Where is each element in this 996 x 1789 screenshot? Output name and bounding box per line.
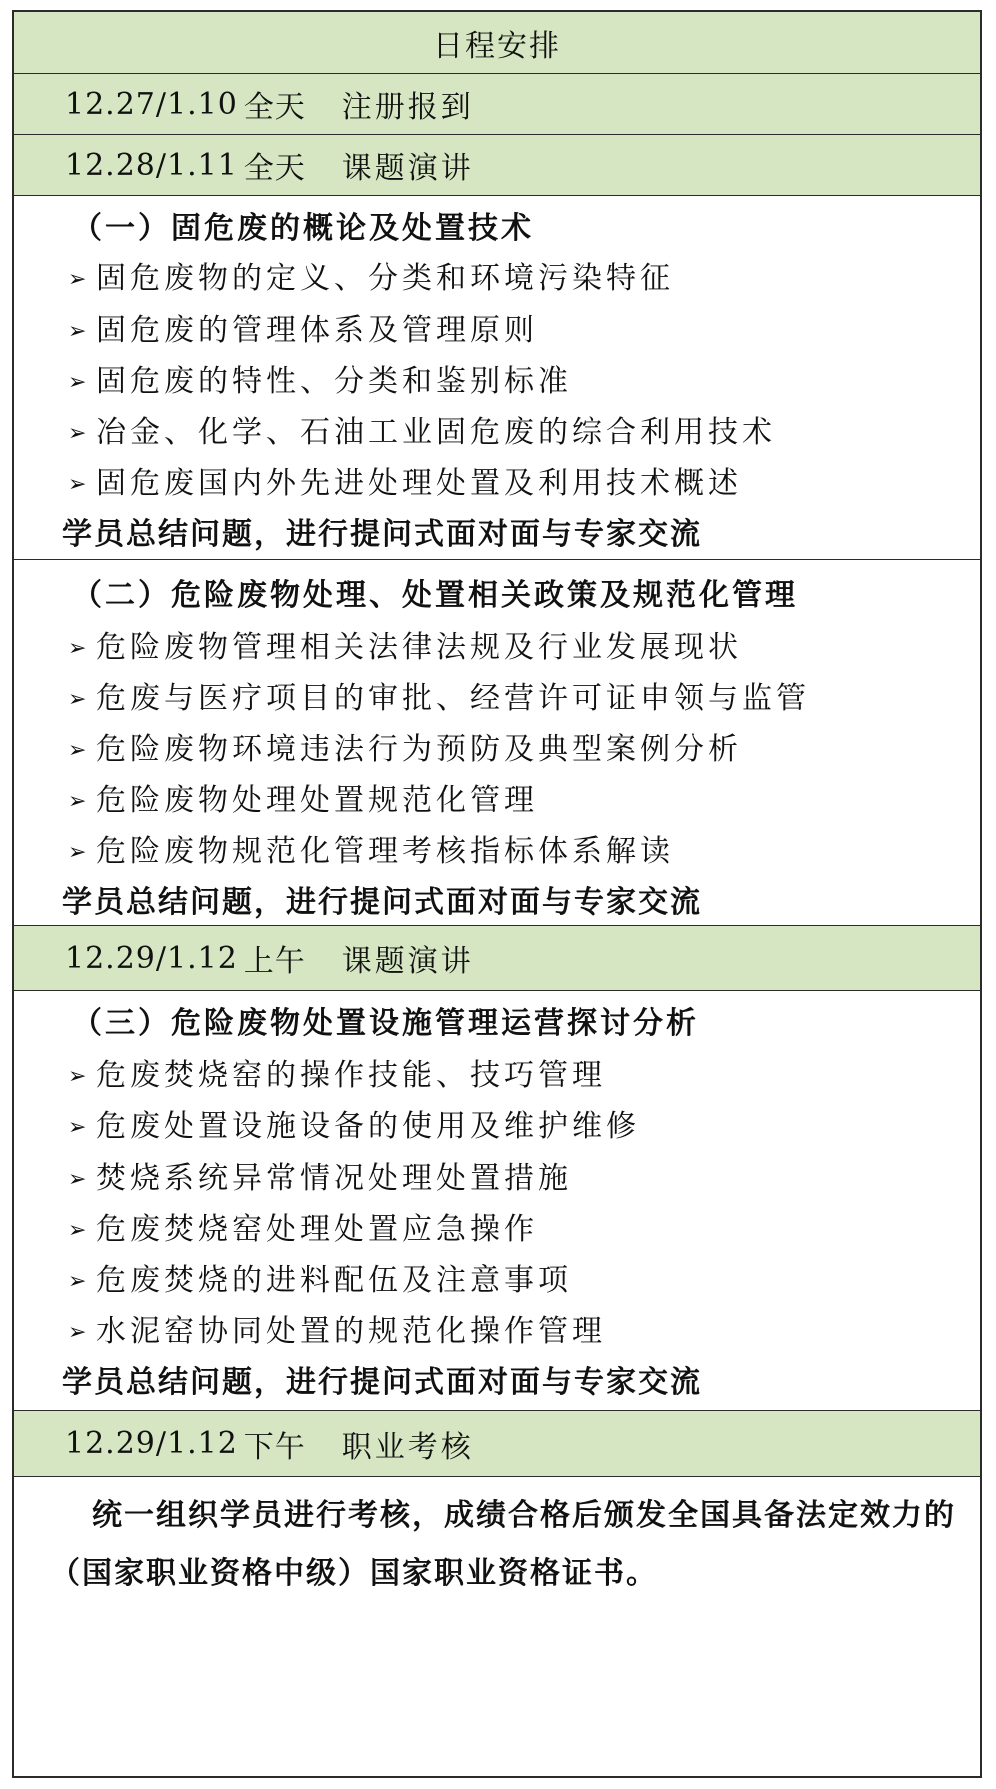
list-item-text: 固危废的管理体系及管理原则 [96, 313, 538, 348]
list-item-text: 危废焚烧的进料配伍及注意事项 [96, 1263, 572, 1298]
list-item-text: 危废与医疗项目的审批、经营许可证申领与监管 [96, 681, 810, 716]
arrow-right-icon: ➢ [68, 319, 87, 344]
list-item-text: 固危废物的定义、分类和环境污染特征 [96, 261, 674, 296]
list-item [68, 306, 538, 356]
day-topic: 课题演讲 [341, 944, 474, 979]
section-summary: 学员总结问题，进行提问式面对面与专家交流 [62, 885, 702, 920]
exam-description: 统一组织学员进行考核，成绩合格后颁发全国具备法定效力的（国家职业资格中级）国家职业资格证书。 [50, 1498, 956, 1591]
list-item [68, 776, 538, 826]
arrow-right-icon: ➢ [68, 421, 87, 446]
day-row-exam [14, 1410, 980, 1476]
arrow-right-icon: ➢ [68, 1320, 87, 1345]
section-heading: （二）危险废物处理、处置相关政策及规范化管理 [72, 578, 798, 613]
list-item-text: 冶金、化学、石油工业固危废的综合利用技术 [96, 415, 776, 450]
list-item [68, 725, 742, 775]
list-item [68, 674, 810, 724]
list-item-text: 危险废物处理处置规范化管理 [96, 783, 538, 818]
arrow-right-icon: ➢ [68, 738, 87, 763]
list-item [68, 1256, 572, 1306]
title-row [14, 12, 980, 73]
arrow-right-icon: ➢ [68, 840, 87, 865]
day-slot: 全天 [243, 90, 306, 125]
section-heading: （三）危险废物处置设施管理运营探讨分析 [72, 1006, 699, 1041]
list-item [68, 1154, 572, 1204]
schedule-table [12, 10, 982, 1778]
exam-block [14, 1476, 980, 1778]
day-date: 12.27/1.10 [65, 86, 238, 122]
arrow-right-icon: ➢ [68, 1269, 87, 1294]
list-item-text: 固危废国内外先进处理处置及利用技术概述 [96, 466, 742, 501]
list-item-text: 危险废物管理相关法律法规及行业发展现状 [96, 630, 742, 665]
list-item [68, 1205, 538, 1255]
section-summary: 学员总结问题，进行提问式面对面与专家交流 [62, 517, 702, 552]
arrow-right-icon: ➢ [68, 1064, 87, 1089]
section-heading: （一）固危废的概论及处置技术 [72, 211, 534, 246]
day-topic: 课题演讲 [341, 151, 474, 186]
arrow-right-icon: ➢ [68, 1218, 87, 1243]
schedule-title: 日程安排 [433, 28, 561, 64]
list-item [68, 357, 572, 407]
arrow-right-icon: ➢ [68, 1167, 87, 1192]
day-row-lecture-2 [14, 925, 980, 990]
day-row-lecture-1 [14, 134, 980, 195]
list-item-text: 危废焚烧窑处理处置应急操作 [96, 1212, 538, 1247]
list-item-text: 危险废物规范化管理考核指标体系解读 [96, 834, 674, 869]
day-topic: 注册报到 [341, 90, 474, 125]
arrow-right-icon: ➢ [68, 687, 87, 712]
section-block-3 [14, 990, 980, 1410]
arrow-right-icon: ➢ [68, 636, 87, 661]
day-date: 12.29/1.12 [65, 940, 238, 976]
day-header [65, 1411, 474, 1476]
list-item [68, 459, 742, 509]
day-slot: 上午 [243, 944, 306, 979]
day-row-registration [14, 73, 980, 134]
list-item-text: 危险废物环境违法行为预防及典型案例分析 [96, 732, 742, 767]
list-item [68, 623, 742, 673]
list-item-text: 焚烧系统异常情况处理处置措施 [96, 1161, 572, 1196]
list-item-text: 危废焚烧窑的操作技能、技巧管理 [96, 1058, 606, 1093]
section-block-1 [14, 195, 980, 559]
list-item [68, 408, 776, 458]
list-item [68, 1307, 606, 1357]
arrow-right-icon: ➢ [68, 1115, 87, 1140]
section-block-2 [14, 559, 980, 925]
arrow-right-icon: ➢ [68, 472, 87, 497]
day-date: 12.28/1.11 [65, 147, 238, 183]
day-slot: 下午 [243, 1429, 306, 1465]
arrow-right-icon: ➢ [68, 267, 87, 292]
arrow-right-icon: ➢ [68, 370, 87, 395]
list-item-text: 固危废的特性、分类和鉴别标准 [96, 364, 572, 399]
list-item [68, 1051, 606, 1101]
list-item [68, 827, 674, 877]
day-header [65, 926, 474, 990]
list-item-text: 水泥窑协同处置的规范化操作管理 [96, 1314, 606, 1349]
arrow-right-icon: ➢ [68, 789, 87, 814]
list-item [68, 254, 674, 304]
day-date: 12.29/1.12 [65, 1426, 238, 1461]
day-header [65, 74, 474, 134]
list-item-text: 危废处置设施设备的使用及维护维修 [96, 1109, 640, 1144]
day-header [65, 135, 474, 195]
day-topic: 职业考核 [341, 1429, 474, 1465]
section-summary: 学员总结问题，进行提问式面对面与专家交流 [62, 1365, 702, 1400]
day-slot: 全天 [243, 151, 306, 186]
list-item [68, 1102, 640, 1152]
